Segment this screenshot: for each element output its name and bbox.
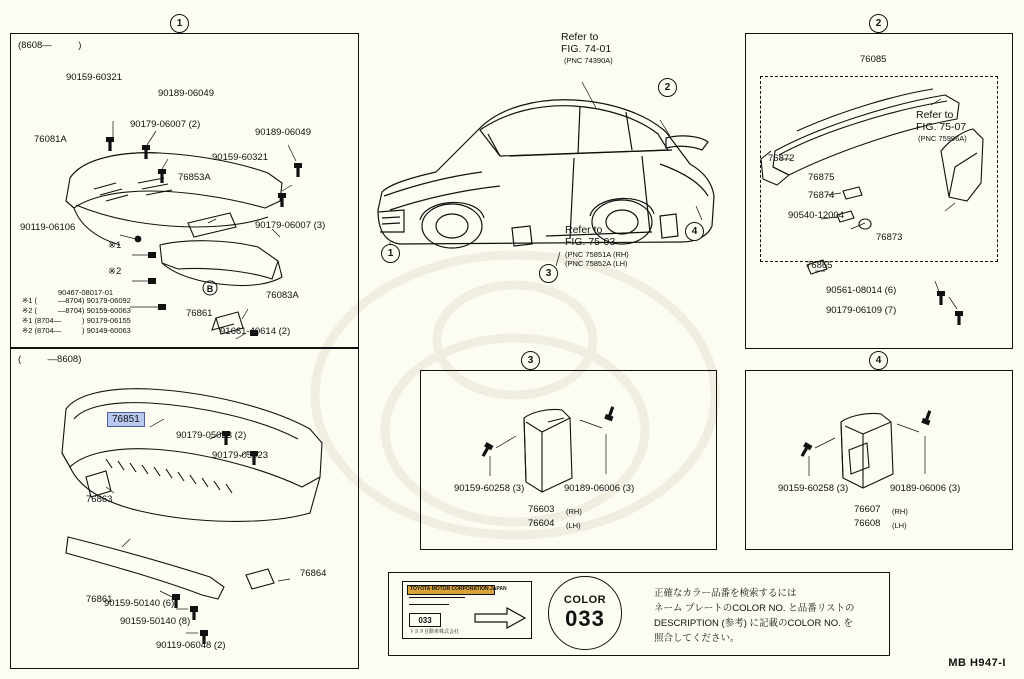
part-label-p3-90159-60258: 90159-60258 (3)	[454, 483, 525, 494]
car-callout-4[interactable]: 4	[685, 222, 704, 241]
car-ref-74-01-line1: Refer to	[561, 31, 599, 43]
part-label-90179-06109-7: 90179-06109 (7)	[826, 305, 897, 316]
color-note-line-3: DESCRIPTION (参考) に記載のCOLOR NO. を	[654, 618, 853, 629]
arrow-icon	[475, 608, 527, 628]
part-suffix-76604-lh: (LH)	[566, 521, 581, 530]
panel-2-number: 2	[869, 14, 888, 33]
part-label-76608: 76608	[854, 518, 881, 529]
panel-1b-date-range: ( —8608)	[18, 354, 82, 365]
part-label-76085: 76085	[860, 54, 887, 65]
car-callout-2[interactable]: 2	[658, 78, 677, 97]
part-label-76853A: 76853A	[178, 172, 211, 183]
part-label-76864: 76864	[300, 568, 327, 579]
part-label-p4-90159-60258: 90159-60258 (3)	[778, 483, 849, 494]
part-label-76604: 76604	[528, 518, 555, 529]
name-plate-color-code: 033	[409, 613, 441, 627]
part-label-76861-lower: 76861	[86, 594, 113, 605]
part-label-76865: 76865	[806, 260, 833, 271]
part-label-76863: 76863	[86, 494, 113, 505]
part-label-90179-06007-2: 90179-06007 (2)	[130, 119, 201, 130]
panel-4-number: 4	[869, 351, 888, 370]
part-label-76872: 76872	[768, 153, 795, 164]
part-label-p3-90189-06006: 90189-06006 (3)	[564, 483, 635, 494]
part-label-76874: 76874	[808, 190, 835, 201]
color-note-line-1: 正確なカラー品番を検索するには	[654, 588, 797, 599]
part-label-90189-06049-right: 90189-06049	[255, 127, 311, 138]
part-label-90159-50140-8: 90159-50140 (8)	[120, 616, 191, 627]
panel-2-artwork	[745, 33, 1011, 347]
part-label-76081A: 76081A	[34, 134, 67, 145]
part-label-76875: 76875	[808, 172, 835, 183]
panel-1-note-2: ※2 ( —8704) 90159-60063	[22, 306, 131, 315]
panel-2-ref-line2: FIG. 75-07	[916, 121, 967, 133]
color-word: COLOR	[563, 594, 607, 606]
car-ref-75-03-line2: FIG. 75-03	[565, 236, 616, 248]
car-ref-74-01-pnc: (PNC 74390A)	[564, 56, 613, 65]
name-plate-title: TOYOTA MOTOR CORPORATION JAPAN	[410, 586, 507, 592]
part-label-mark-2: ※2	[108, 266, 122, 277]
panel-2-ref-line1: Refer to	[916, 109, 954, 121]
car-ref-75-03-pnc-lh: (PNC 75852A (LH)	[565, 259, 628, 268]
panel-1-date-range: (8608— )	[18, 40, 82, 51]
part-label-90119-06106: 90119-06106	[20, 222, 76, 233]
part-suffix-76608-lh: (LH)	[892, 521, 907, 530]
color-number: 033	[565, 606, 605, 631]
color-note-line-2: ネーム プレートのCOLOR NO. と品番リストの	[654, 603, 855, 614]
car-callout-1[interactable]: 1	[381, 244, 400, 263]
car-ref-74-01-line2: FIG. 74-01	[561, 43, 612, 55]
panel-2-ref-pnc: (PNC 75996A)	[918, 134, 967, 143]
part-label-p4-90189-06006: 90189-06006 (3)	[890, 483, 961, 494]
diagram-footer-code: MB H947-I	[948, 657, 1006, 669]
part-label-76607: 76607	[854, 504, 881, 515]
part-label-90119-06048-2: 90119-06048 (2)	[156, 640, 226, 651]
name-plate-sub: トヨタ自動車株式会社	[409, 629, 460, 635]
svg-text:B: B	[206, 284, 214, 294]
part-label-90179-05023: 90179-05023	[212, 450, 268, 461]
part-label-90159-60321-right: 90159-60321	[212, 152, 268, 163]
car-ref-75-03-pnc-rh: (PNC 75851A (RH)	[565, 250, 629, 259]
part-label-76083A: 76083A	[266, 290, 299, 301]
car-callout-3[interactable]: 3	[539, 264, 558, 283]
part-label-76861: 76861	[186, 308, 213, 319]
part-label-90561-08014-6: 90561-08014 (6)	[826, 285, 897, 296]
part-label-90159-50140-6: 90159-50140 (6)	[104, 598, 175, 609]
part-label-91661-40614: 91661-40614 (2)	[220, 326, 291, 337]
part-label-90179-06007-3: 90179-06007 (3)	[255, 220, 326, 231]
name-plate-graphic	[402, 581, 532, 639]
part-label-90189-06049-top: 90189-06049	[158, 88, 214, 99]
part-label-76603: 76603	[528, 504, 555, 515]
part-suffix-76603-rh: (RH)	[566, 507, 582, 516]
color-note-line-4: 照合してください。	[654, 633, 740, 644]
car-ref-75-03-line1: Refer to	[565, 224, 603, 236]
color-circle	[548, 576, 622, 650]
part-label-90540-12004: 90540-12004	[788, 210, 844, 221]
part-label-mark-1: ※1	[108, 240, 122, 251]
panel-1-note-4: ※2 (8704— ) 90149-60063	[22, 326, 131, 335]
part-label-90159-60321-top: 90159-60321	[66, 72, 122, 83]
panel-1-note-3: ※1 (8704— ) 90179-06155	[22, 316, 131, 325]
panel-3-number: 3	[521, 351, 540, 370]
panel-1-number: 1	[170, 14, 189, 33]
panel-1-note-1: ※1 ( —8704) 90179-06092	[22, 296, 131, 305]
part-label-90179-05023-2: 90179-05023 (2)	[176, 430, 247, 441]
part-label-90467-08017-01: 90467-08017-01	[58, 288, 114, 297]
part-suffix-76607-rh: (RH)	[892, 507, 908, 516]
highlighted-part-76851[interactable]: 76851	[107, 412, 145, 427]
part-label-76873: 76873	[876, 232, 903, 243]
